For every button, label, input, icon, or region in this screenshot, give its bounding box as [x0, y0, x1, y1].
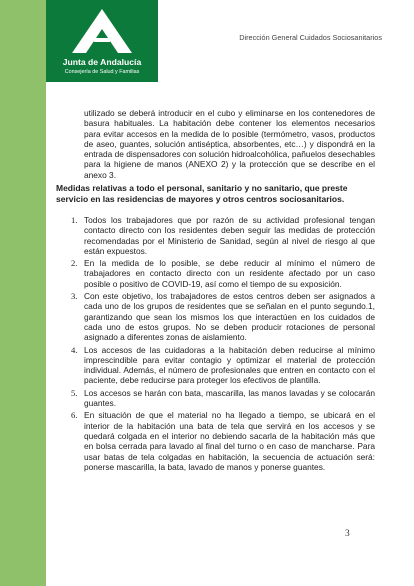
logo-emblem-icon	[70, 7, 134, 55]
logo-subtitle: Consejería de Salud y Familias	[64, 69, 140, 75]
list-item	[71, 410, 375, 472]
list-item-text: En situación de que el material no ha llegado a tiempo, se ubicará en el interior de la habitación una bata de tela que servirá en los accesos y se quedará colgada en el interior no debiendo sacarla de la habitación más que en bolsa cerrada para lavado al final del turno o en caso de mancharse. Para usar batas de tela colgadas en habitación, la secuencia de actuación será: ponerse mascarilla, la bata, lavado de manos y ponerse guantes.	[84, 410, 375, 472]
list-item	[71, 291, 375, 342]
list-item-number: 3.	[71, 291, 78, 302]
list-item-text: En la medida de lo posible, se debe reducir al mínimo el número de trabajadores en contacto directo con un residente afectado por un caso posible o positivo de COVID-19, así como el tiempo de su exposición.	[84, 258, 375, 289]
department-heading: Dirección General Cuidados Sociosanitarios	[239, 33, 382, 42]
side-color-bar	[0, 0, 46, 586]
list-item-number: 2.	[71, 258, 78, 269]
logo-name: Junta de Andalucía	[62, 57, 142, 67]
intro-paragraph: utilizado se deberá introducir en el cubo y eliminarse en los contenedores de basura habituales. La habitación debe contener los elementos necesarios para evitar accesos en la medida de lo posible (termómetro, vasos, productos de aseo, guantes, solución antiséptica, absorbentes, etc…) y dispondrá en la entrada de dispensadores con solución hidroalcohólica, pañuelos desechables para la higiene de manos (ANEXO 2) y la protección que se describe en el anexo 3.	[84, 108, 375, 180]
list-item-text: Los accesos de las cuidadoras a la habitación deben reducirse al mínimo imprescindible para evitar contagio y optimizar el material de protección individual. Además, el número de profesionales que entren en contacto con el paciente, debe reducirse para proteger los efectivos de plantilla.	[84, 344, 375, 386]
list-item-text: Todos los trabajadores que por razón de su actividad profesional tengan contacto directo con los residentes deben seguir las medidas de protección recomendadas por el Ministerio de Sanidad, según al nivel de riesgo al que están expuestos.	[84, 215, 375, 256]
junta-de-andalucia-logo	[46, 0, 158, 82]
measures-list	[71, 215, 375, 474]
list-item	[71, 215, 375, 256]
page-number: 3	[345, 529, 350, 539]
list-item-text: Con este objetivo, los trabajadores de estos centros deben ser asignados a cada uno de los grupos de residentes que se señalan en el punto segundo.1, garantizando que sean los mismos los que interactúen en los cuidados de cada uno de estos grupos. No se deben producir rotaciones de personal asignado a diferentes zonas de aislamiento.	[84, 291, 375, 343]
list-item-number: 5.	[71, 387, 78, 398]
list-item-number: 1.	[71, 215, 78, 225]
list-item-number: 6.	[71, 410, 78, 421]
list-item-text: Los accesos se harán con bata, mascarilla, las manos lavadas y se colocarán guantes.	[84, 387, 375, 409]
list-item	[71, 388, 375, 409]
list-item	[71, 258, 375, 289]
section-title: Medidas relativas a todo el personal, sanitario y no sanitario, que preste servicio en las residencias de mayores y otros centros sociosanitarios.	[56, 183, 348, 204]
list-item	[71, 345, 375, 386]
list-item-number: 4.	[71, 344, 78, 355]
